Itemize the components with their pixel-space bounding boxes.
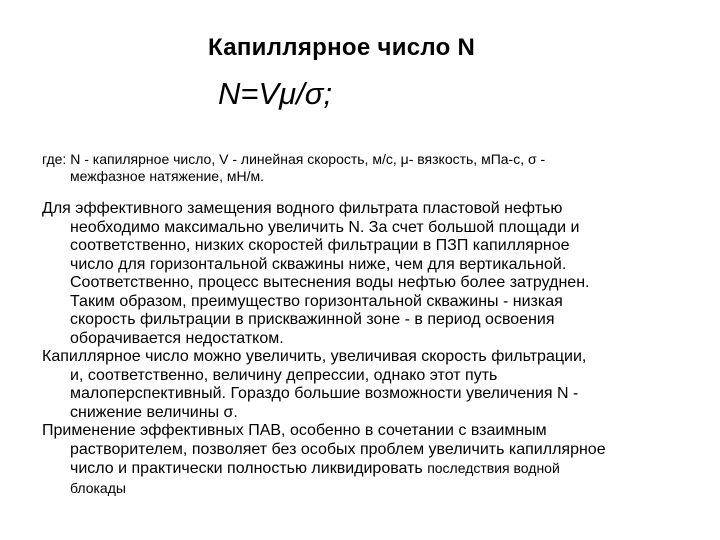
paragraph-3 (42, 422, 692, 497)
body-text (42, 200, 692, 497)
text-line: Таким образом, преимущество горизонтальной скважины - низкая (70, 292, 563, 310)
text-line: снижение величины σ. (70, 403, 238, 421)
text-line: Капиллярное число можно увеличить, увеличивая скорость фильтрации, (42, 348, 587, 365)
text-line: растворителем, позволяет без особых проблем увеличить капиллярное (70, 440, 606, 458)
legend-line: где: N - капилярное число, V - линейная скорость, м/с, μ- вязкость, мПа-с, σ - (42, 151, 546, 167)
text-run: число и практически полностью ликвидировать (70, 460, 428, 477)
text-line: и, соответственно, величину депрессии, однако этот путь (70, 366, 498, 384)
paragraph-1 (42, 200, 692, 348)
text-line: число для горизонтальной скважины ниже, чем для вертикальной. (70, 255, 567, 273)
capillary-number-formula: N=Vμ/σ; (218, 76, 333, 111)
text-line: оборачивается недостатком. (70, 329, 284, 347)
text-line: необходимо максимально увеличить N. За счет большой площади и (70, 218, 580, 236)
paragraph-2 (42, 348, 692, 422)
text-run-small: последствия водной (427, 460, 560, 476)
text-line: малоперспективный. Гораздо большие возможности увеличения N - (70, 385, 579, 402)
text-line: Применение эффективных ПАВ, особенно в сочетании с взаимным (42, 422, 547, 439)
text-line: блокады (70, 479, 126, 496)
legend-line: межфазное натяжение, мН/м. (70, 168, 264, 184)
text-line (42, 459, 692, 479)
text-line: соответственно, низких скоростей фильтрации в ПЗП капиллярное (70, 237, 570, 254)
text-line: скорость фильтрации в прискважинной зоне - в период освоения (70, 311, 555, 328)
formula-legend (42, 151, 682, 185)
text-line: Соответственно, процесс вытеснения воды нефтью более затруднен. (70, 274, 590, 291)
slide-title: Капиллярное число N (208, 34, 476, 61)
text-line: Для эффективного замещения водного фильтрата пластовой нефтью (42, 200, 563, 217)
